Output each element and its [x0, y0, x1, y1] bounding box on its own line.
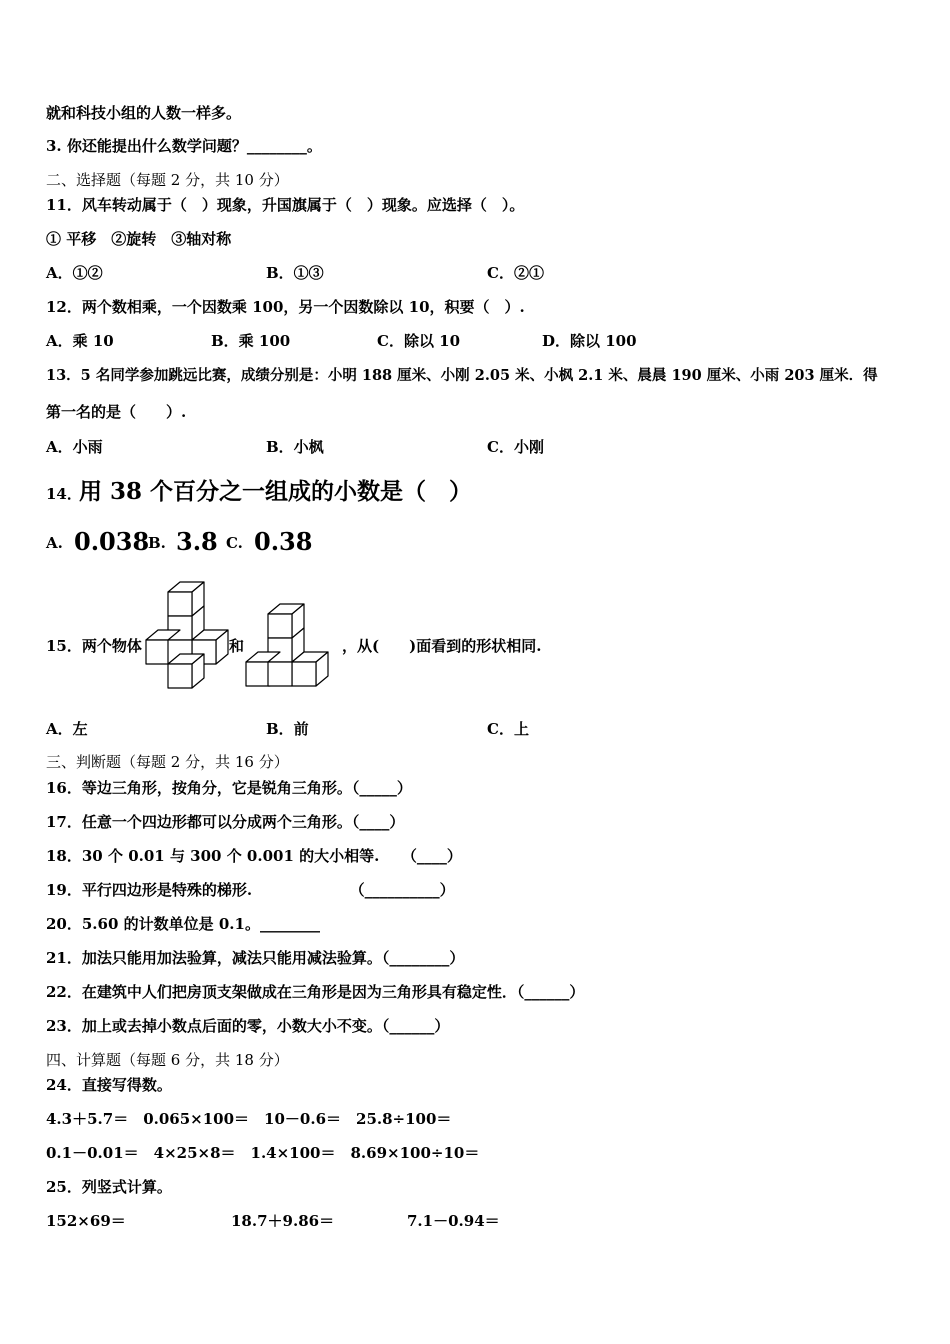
q14-option-a-label: A. — [46, 534, 63, 552]
q15-and: 和 — [229, 637, 245, 655]
q14-option-b-label: B. — [148, 534, 166, 552]
q14-number: 14． — [46, 485, 82, 503]
q24-stem: 24．直接写得数。 — [46, 1076, 172, 1094]
q25-item-2: 18.7＋9.86＝ — [231, 1212, 335, 1230]
q14-stem: 用 38 个百分之一组成的小数是（ ） — [79, 478, 473, 505]
q15-part1: 15．两个物体 — [46, 637, 142, 655]
section-4-title: 四、计算题（每题 6 分，共 18 分） — [46, 1051, 289, 1069]
q15-cube-figure-2 — [244, 602, 334, 692]
q12-stem: 12．两个数相乘，一个因数乘 100，另一个因数除以 10，积要（ ）. — [46, 298, 525, 316]
q11-option-b: B．①③ — [266, 264, 324, 282]
q11-choices: ① 平移 ②旋转 ③轴对称 — [46, 230, 232, 248]
q25-item-3: 7.1－0.94＝ — [407, 1212, 500, 1230]
q21: 21．加法只能用加法验算，减法只能用减法验算。（________） — [46, 949, 465, 967]
q25-item-1: 152×69＝ — [46, 1212, 126, 1230]
q20: 20．5.60 的计数单位是 0.1。________ — [46, 915, 320, 933]
q24-row-2: 0.1－0.01＝ 4×25×8＝ 1.4×100＝ 8.69×100÷10＝ — [46, 1144, 480, 1162]
q13-stem: 13．5 名同学参加跳远比赛，成绩分别是：小明 188 厘米、小刚 2.05 米、小枫 2.1 米、晨晨 190 厘米、小雨 203 厘米．得 — [46, 367, 878, 384]
q10-tail: 就和科技小组的人数一样多。 — [46, 104, 242, 122]
q18: 18．30 个 0.01 与 300 个 0.001 的大小相等. （____） — [46, 847, 462, 865]
q13-option-c: C．小刚 — [487, 438, 544, 456]
q24-row-1: 4.3＋5.7＝ 0.065×100＝ 10－0.6＝ 25.8÷100＝ — [46, 1110, 452, 1128]
q19: 19．平行四边形是特殊的梯形. （__________） — [46, 881, 455, 899]
q11-option-a: A．①② — [46, 264, 103, 282]
q15-option-b: B．前 — [266, 720, 309, 738]
q11-option-c: C．②① — [487, 264, 544, 282]
q14-option-c-value: 0.38 — [254, 527, 313, 556]
q23: 23．加上或去掉小数点后面的零，小数大小不变。（______） — [46, 1017, 450, 1035]
q14-option-c-label: C. — [226, 534, 243, 552]
q17: 17．任意一个四边形都可以分成两个三角形。（____） — [46, 813, 405, 831]
q15-option-c: C．上 — [487, 720, 529, 738]
q12-option-a: A．乘 10 — [46, 332, 114, 350]
q13-option-b: B．小枫 — [266, 438, 324, 456]
q13-stem-continued: 第一名的是（ ）. — [46, 403, 187, 421]
section-3-title: 三、判断题（每题 2 分，共 16 分） — [46, 753, 289, 771]
q10-sub3: 3. 你还能提出什么数学问题？________。 — [46, 137, 322, 155]
q15-part2: ，从( )面看到的形状相同. — [342, 637, 542, 655]
q14-option-a-value: 0.038 — [74, 527, 150, 556]
q15-cube-figure-1 — [144, 580, 234, 690]
q12-option-b: B．乘 100 — [211, 332, 291, 350]
section-2-title: 二、选择题（每题 2 分，共 10 分） — [46, 171, 289, 189]
q22: 22．在建筑中人们把房顶支架做成在三角形是因为三角形具有稳定性．（______） — [46, 983, 585, 1001]
q12-option-c: C．除以 10 — [377, 332, 461, 350]
q14-option-b-value: 3.8 — [176, 527, 218, 556]
q16: 16．等边三角形，按角分，它是锐角三角形。（_____） — [46, 779, 412, 797]
q11-stem: 11．风车转动属于（ ）现象，升国旗属于（ ）现象。应选择（ ）。 — [46, 196, 525, 214]
q15-option-a: A．左 — [46, 720, 88, 738]
q13-option-a: A．小雨 — [46, 438, 103, 456]
q25-stem: 25．列竖式计算。 — [46, 1178, 172, 1196]
q12-option-d: D．除以 100 — [542, 332, 637, 350]
